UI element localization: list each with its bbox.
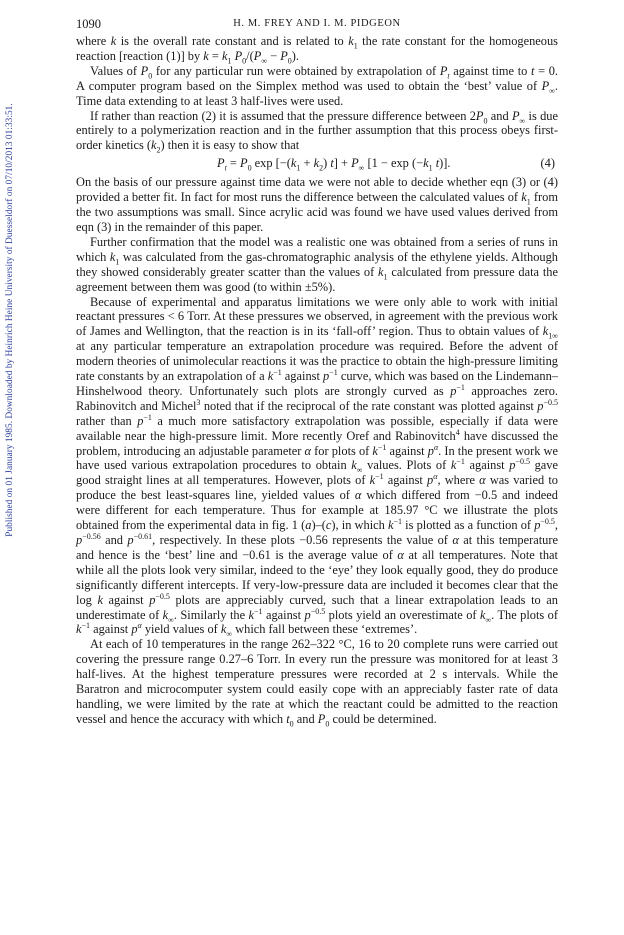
download-notice-text: Published on 01 January 1985. Downloaded by Heinrich Heine University of Duesseldorf on 07/10/2013 01:33:51.	[5, 103, 15, 537]
paragraph: Further confirmation that the model was a realistic one was obtained from a series of runs in which $k_1$ was calculated from the gas-chromatographic analysis of the ethylene yields. Although they showed considerably greater scatter than the values of $k_1$ calculated from pressure data the agreement between them was good (to within ±5%).	[76, 234, 558, 294]
page-number: 1090	[76, 17, 101, 31]
running-title: H. M. FREY AND I. M. PIDGEON	[233, 18, 401, 29]
equation-number: (4)	[540, 156, 555, 171]
equation-body: $P_t = P_0$ $\exp [-(k_1 + k_2) t] + P_\infty$ [$1 - \exp (-k_1$ t)].	[217, 156, 451, 173]
paragraph: If rather than reaction (2) it is assumed that the pressure difference between $2P_0$ and $P_\infty$ is due entirely to a polymerization reaction and in the further assumption that this process obeys first-order kinetics $(k_2)$ then it is easy to show that	[76, 108, 558, 155]
article-body	[76, 34, 558, 727]
download-notice	[3, 85, 17, 555]
paragraph: At each of 10 temperatures in the range 262–322 °C, 16 to 20 complete runs were carried out covering the pressure range 0.27–6 Torr. In every run the pressure was monitored for at least 3 half-lives. At the highest temperature pressures were recorded at 2 s intervals. While the Baratron and microcomputer system could easily cope with an appreciably faster rate of data handling, we were limited by the rate at which the reactant could be admitted to the reaction vessel and hence the accuracy with which $t_0$ and $P_0$ could be determined.	[76, 637, 558, 729]
paragraph: On the basis of our pressure against time data we were not able to decide whether eqn (3) or (4) provided a better fit. In fact for most runs the difference between the calculated values of $k_1$ from the two assumptions was small. Since acrylic acid was found we have used values derived from eqn (3) in the remainder of this paper.	[76, 175, 558, 234]
paragraph: Because of experimental and apparatus limitations we were only able to work with initial reactant pressures < 6 Torr. At these pressures we observed, in agreement with the previous work of James and Wellington, that the reaction is in its ‘fall-off’ region. Thus to obtain values of $k_{1\infty}$ at any particular temperature an extrapolation procedure was required. Before the advent of modern theories of unimolecular reactions it was the practice to obtain the high-pressure limiting rate constants by an extrapolation of a $k^{-1}$ against $p^{-1}$ curve, which was based on the Lindemann–Hinshelwood theory. Unfortunately such plots are strongly curved as $p^{-1}$ approaches zero. Rabinovitch and Michel$^3$ noted that if the reciprocal of the rate constant was plotted against $p^{-0.5}$ rather than $p^{-1}$ a much more satisfactory extrapolation was possible, especially if data were available near the high-pressure limit. More recently Oref and Rabinovitch$^4$ have discussed the problem, introducing an adjustable parameter α for plots of $k^{-1}$ against $p^\alpha$. In the present work we have used various extrapolation procedures to obtain $k_\infty$ values. Plots of $k^{-1}$ against $p^{-0.5}$ gave good straight lines at all temperatures. However, plots of $k^{-1}$ against $p^\alpha$, where α was varied to produce the best least-squares line, yielded values of α which differed from −0.5 and indeed were different for each temperature. Thus for example at 185.97 °C we illustrate the plots obtained from the experimental data in fig. 1 (a)–(c), in which $k^{-1}$ is plotted as a function of $p^{-0.5}$, $p^{-0.56}$ and $p^{-0.61}$, respectively. In these plots −0.56 represents the value of α at this temperature and hence is the ‘best’ line and −0.61 is the average value of α at all temperatures. Note that while all the plots look very similar, indeed to the ‘eye’ they look equally good, they do produce significantly different intercepts. If very-low-pressure data are included it becomes clear that the log k against $p^{-0.5}$ plots are appreciably curved, such that a linear extrapolation leads to an underestimate of $k_\infty$. Similarly the $k^{-1}$ against $p^{-0.5}$ plots yield an overestimate of $k_\infty$. The plots of $k^{-1}$ against $p^\alpha$ yield values of $k_\infty$ which fall between these ‘extremes’.	[76, 294, 559, 639]
paragraph: Values of $P_0$ for any particular run were obtained by extrapolation of $P_t$ against time to t = 0. A computer program based on the Simplex method was used to obtain the ‘best’ value of $P_\infty$. Time data extending to at least 3 half-lives were used.	[76, 63, 559, 108]
page-header	[76, 16, 558, 32]
paragraph: where k is the overall rate constant and is related to $k_1$ the rate constant for the homogeneous reaction [reaction (1)] by $k = k_1$ $P_0/(P_\infty - P_0)$.	[76, 34, 558, 66]
equation-4	[76, 156, 558, 172]
